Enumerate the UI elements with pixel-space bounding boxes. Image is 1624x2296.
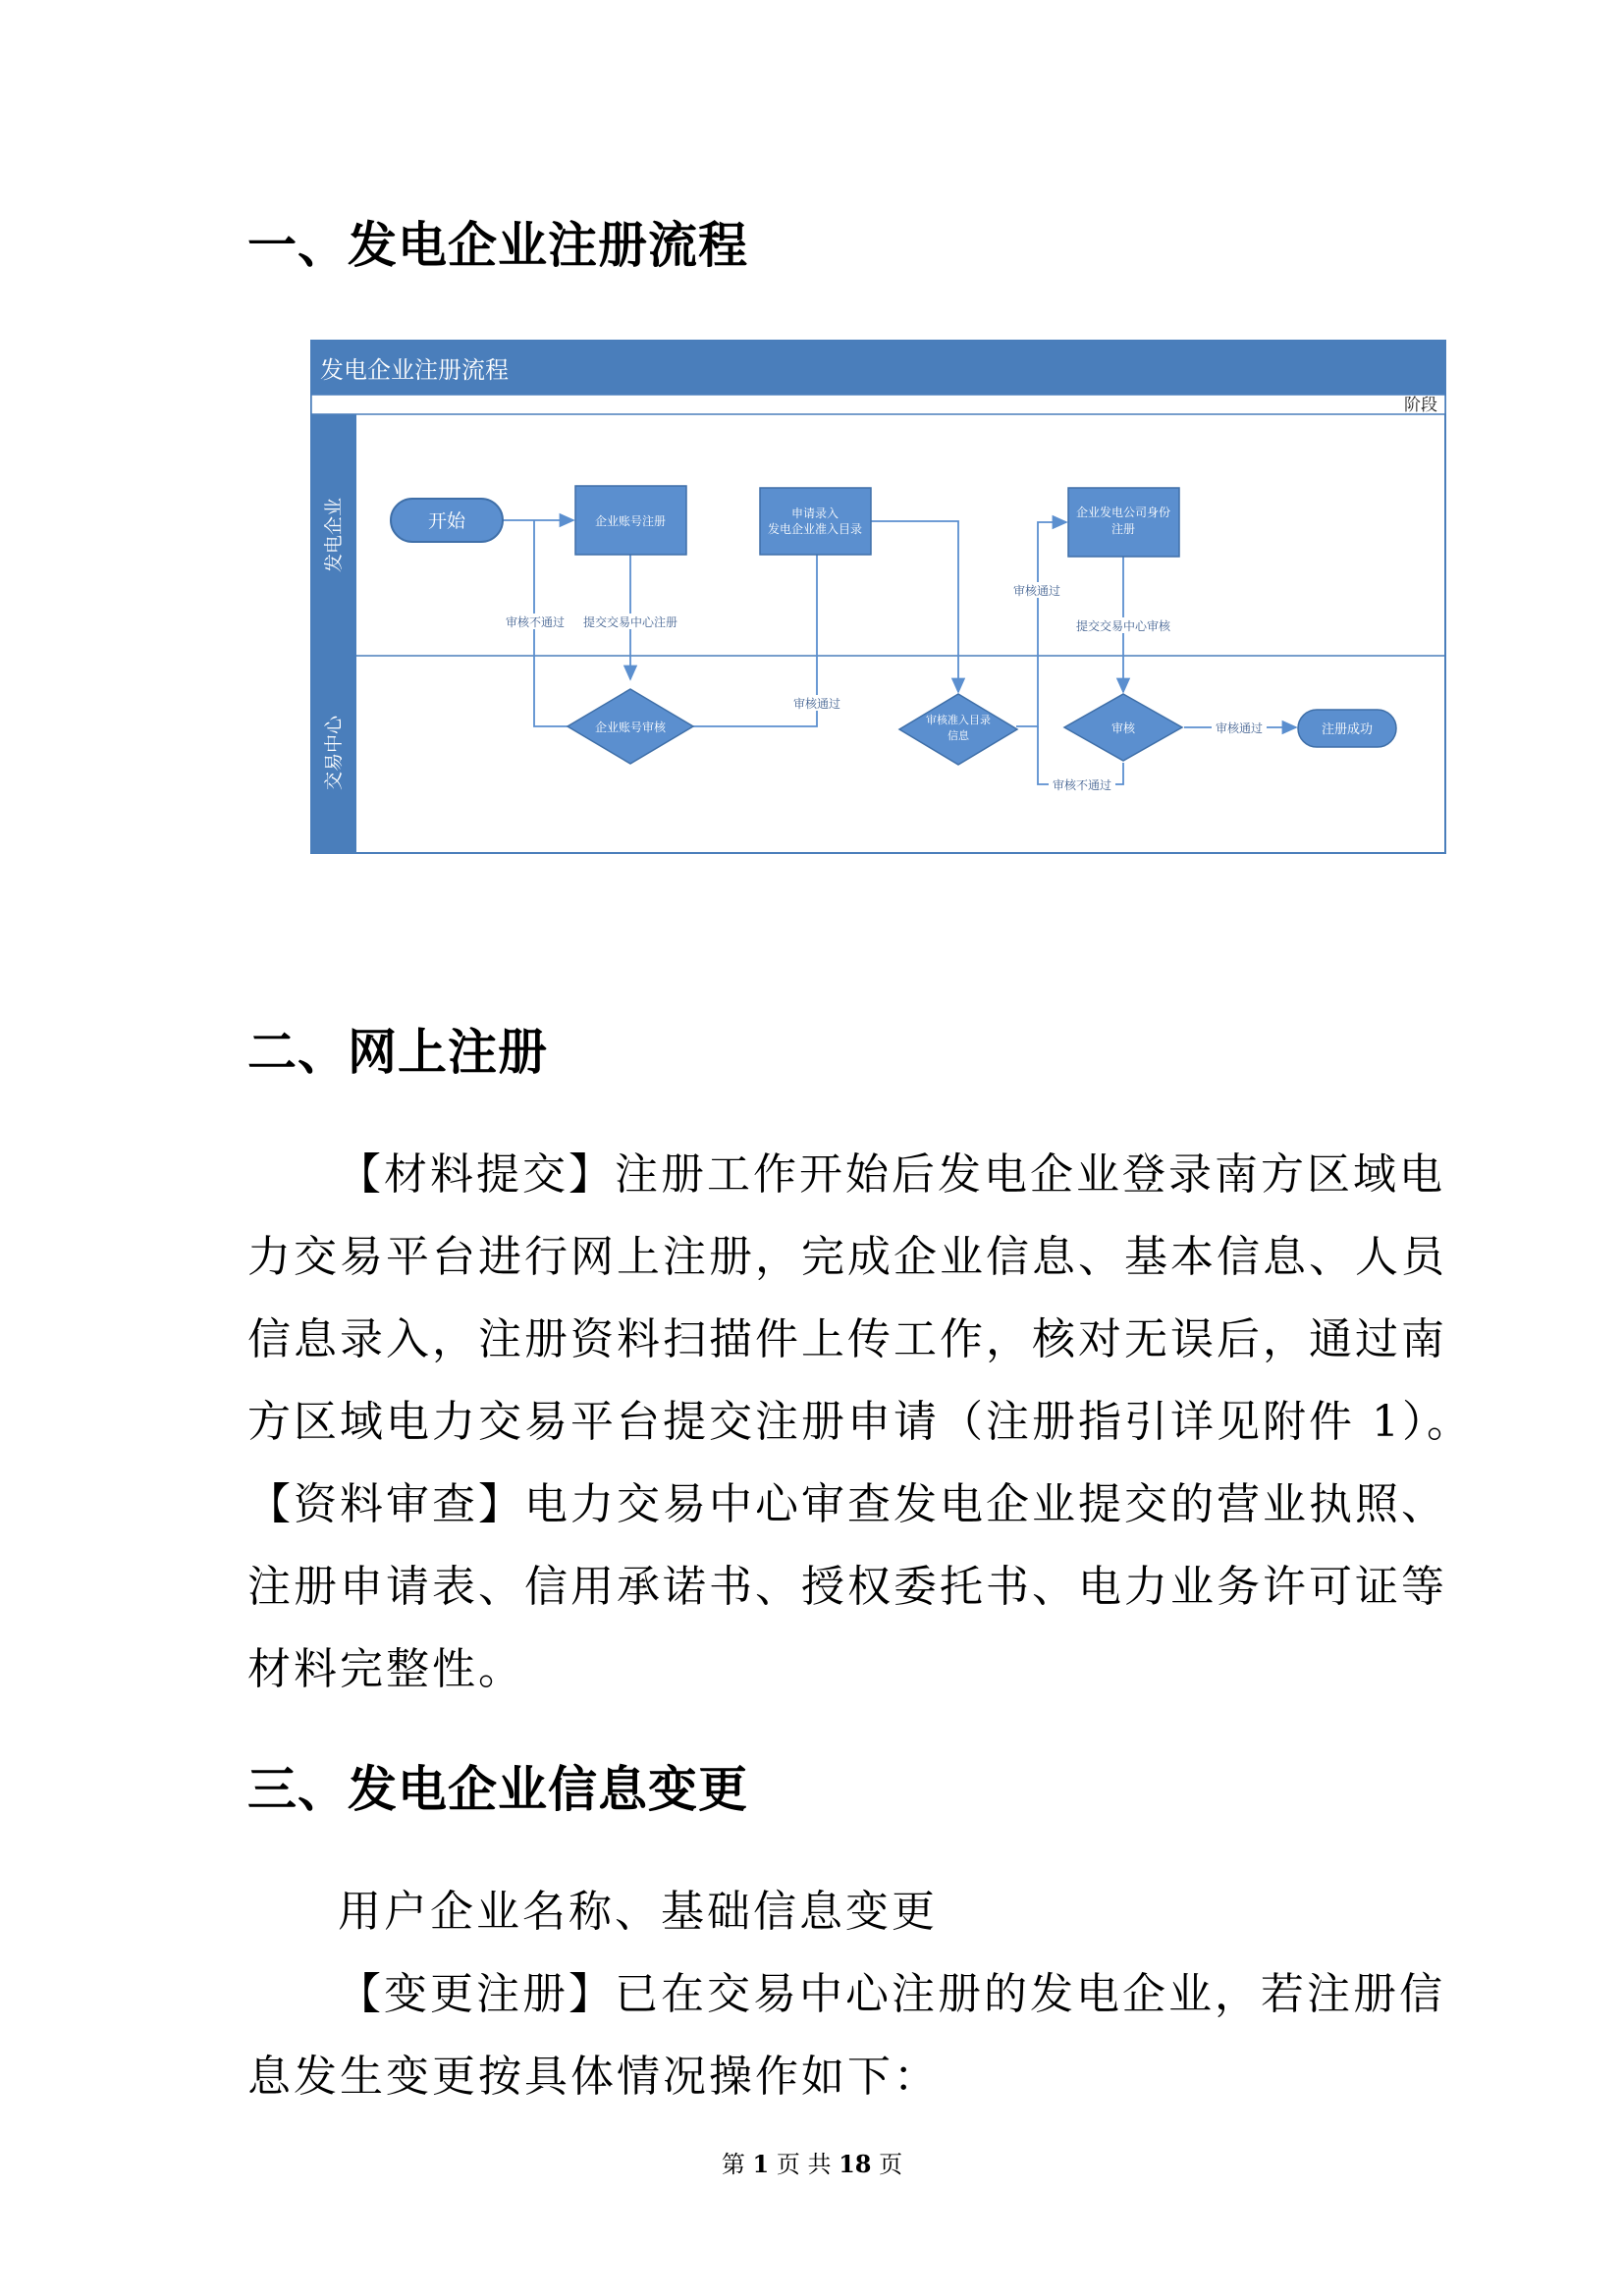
stage-label: 阶段 — [1404, 396, 1437, 415]
flow-frame — [311, 341, 1445, 853]
start-label: 开始 — [427, 510, 466, 532]
footer-total-pages: 18 — [839, 2150, 872, 2178]
apply-directory-label-1: 申请录入 — [790, 507, 839, 520]
footer-prefix: 第 — [721, 2151, 745, 2178]
section-3-body — [247, 1871, 1445, 2118]
identity-register-label-1: 企业发电公司身份 — [1075, 506, 1171, 519]
label-submit-1: 提交交易中心注册 — [582, 615, 678, 629]
section-2-title: 二、网上注册 — [247, 1024, 548, 1081]
body-line: 【变更注册】已在交易中心注册的发电企业，若注册信 — [338, 1969, 1445, 2019]
label-submit-2: 提交交易中心审核 — [1075, 619, 1171, 633]
label-reject-2: 审核不通过 — [1052, 778, 1112, 792]
identity-register-label-2: 注册 — [1110, 522, 1136, 536]
registration-flowchart — [310, 339, 1449, 859]
success-label: 注册成功 — [1321, 722, 1374, 737]
body-line: 材料完整性。 — [247, 1644, 524, 1694]
section-2-body — [247, 1134, 1473, 1711]
account-register-label: 企业账号注册 — [594, 514, 667, 528]
account-review-label: 企业账号审核 — [594, 721, 667, 734]
body-line: 力交易平台进行网上注册，完成企业信息、基本信息、人员 — [247, 1232, 1447, 1282]
footer-page-number: 1 — [752, 2150, 770, 2178]
body-line: 息发生变更按具体情况操作如下： — [247, 2052, 940, 2102]
apply-directory-box — [760, 488, 871, 555]
label-pass-2: 审核通过 — [1012, 584, 1061, 598]
body-line: 注册申请表、信用承诺书、授权委托书、电力业务许可证等 — [247, 1562, 1447, 1612]
body-line: 【资料审查】电力交易中心审查发电企业提交的营业执照、 — [247, 1479, 1447, 1529]
section-1-title: 一、发电企业注册流程 — [247, 217, 748, 274]
section-3-title: 三、发电企业信息变更 — [247, 1761, 748, 1818]
review-label: 审核 — [1110, 721, 1136, 735]
footer-mid: 页 共 — [776, 2151, 832, 2178]
body-line: 用户企业名称、基础信息变更 — [338, 1887, 938, 1937]
footer-suffix: 页 — [879, 2151, 903, 2178]
page-footer — [0, 2145, 1624, 2179]
body-line: 【材料提交】注册工作开始后发电企业登录南方区域电 — [338, 1149, 1445, 1200]
lane-label-enterprise: 发电企业 — [323, 497, 345, 573]
stage-bar — [311, 395, 1445, 414]
apply-directory-label-2: 发电企业准入目录 — [767, 522, 863, 536]
lane-label-center: 交易中心 — [323, 715, 345, 791]
label-pass-3: 审核通过 — [1215, 721, 1264, 735]
body-line: 信息录入，注册资料扫描件上传工作，核对无误后，通过南 — [247, 1314, 1447, 1364]
label-pass-1: 审核通过 — [792, 697, 841, 711]
directory-review-label-1: 审核准入目录 — [926, 714, 991, 726]
flow-title: 发电企业注册流程 — [320, 356, 509, 384]
body-line: 方区域电力交易平台提交注册申请（注册指引详见附件 1）。 — [247, 1397, 1473, 1447]
label-reject-1: 审核不通过 — [505, 615, 566, 629]
directory-review-label-2: 信息 — [947, 729, 969, 742]
